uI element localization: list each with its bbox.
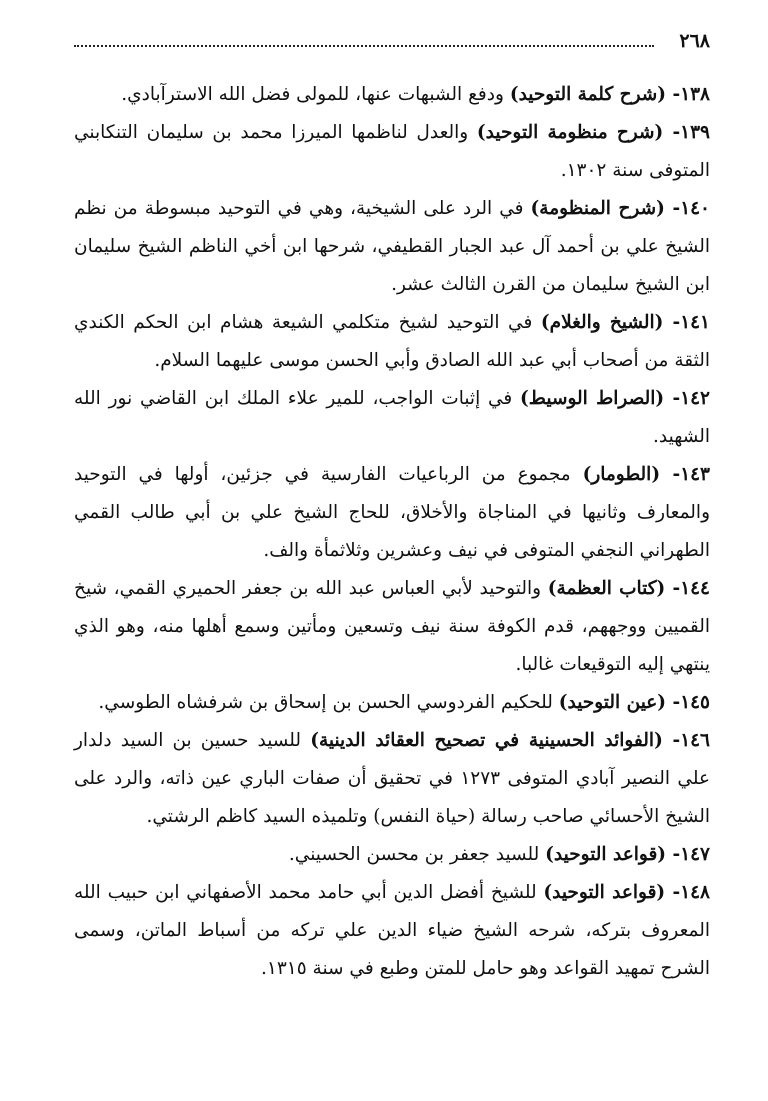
entry-number: ١٤٥-: [666, 692, 710, 713]
entry-body: للسيد حسين بن السيد دلدار علي النصير آبادي المتوفى ١٢٧٣ في تحقيق أن صفات الباري عين ذاته، والرد على الشيخ الأحسائي صاحب رسالة (حياة النفس) وتلميذه السيد كاظم الرشتي.: [74, 730, 710, 827]
entry-title: (عين التوحيد): [558, 692, 667, 713]
entry-number: ١٣٩-: [663, 122, 710, 143]
entry-title: (شرح منظومة التوحيد): [476, 122, 664, 143]
entry-title: (الشيخ والغلام): [540, 312, 664, 333]
list-item: [74, 874, 710, 988]
entry-number: ١٤٠-: [664, 198, 710, 219]
entry-body: في التوحيد لشيخ متكلمي الشيعة هشام ابن الحكم الكندي الثقة من أصحاب أبي عبد الله الصادق وأبي الحسن موسى عليهما السلام.: [74, 312, 710, 371]
list-item: [74, 456, 710, 570]
list-item: [74, 570, 710, 684]
entry-body: في إثبات الواجب، للمير علاء الملك ابن القاضي نور الله الشهيد.: [74, 388, 710, 447]
entry-list: [74, 76, 710, 988]
entry-number: ١٤٢-: [664, 388, 710, 409]
book-page: [74, 28, 710, 988]
header-dotted-rule: [74, 45, 654, 47]
entry-title: (كتاب العظمة): [547, 578, 666, 599]
list-item: [74, 190, 710, 304]
entry-number: ١٤٤-: [665, 578, 710, 599]
entry-number: ١٤٨-: [665, 882, 710, 903]
entry-body: في الرد على الشيخية، وهي في التوحيد مبسوطة من نظم الشيخ علي بن أحمد آل عبد الجبار القطيفي، شرحها ابن أخي الناظم الشيخ سليمان ابن الشيخ سليمان من القرن الثالث عشر.: [74, 198, 710, 295]
entry-body: للحكيم الفردوسي الحسن بن إسحاق بن شرفشاه الطوسي.: [98, 692, 559, 713]
page-number: ٢٦٨: [679, 30, 710, 52]
entry-number: ١٤٦-: [662, 730, 710, 751]
entry-title: (الصراط الوسيط): [520, 388, 665, 409]
list-item: [74, 76, 710, 114]
entry-body: والتوحيد لأبي العباس عبد الله بن جعفر الحميري القمي، شيخ القميين ووجههم، قدم الكوفة سنة نيف وتسعين ومأتين وسمع أهلها منه، وهو الذي ينتهي إليه التوقيعات غالبا.: [74, 578, 710, 675]
page-header: [74, 28, 710, 58]
entry-body: والعدل لناظمها الميرزا محمد بن سليمان التنكابني المتوفى سنة ١٣٠٢.: [74, 122, 710, 181]
entry-title: (قواعد التوحيد): [545, 844, 667, 865]
entry-body: مجموع من الرباعيات الفارسية في جزئين، أولها في التوحيد والمعارف وثانيها في المناجاة والأخلاق، للحاج الشيخ علي بن أبي طالب القمي الطهراني النجفي المتوفى في نيف وعشرين وثلاثمأة والف.: [74, 464, 710, 561]
list-item: [74, 684, 710, 722]
entry-title: (شرح المنظومة): [530, 198, 665, 219]
entry-body: للشيخ أفضل الدين أبي حامد محمد الأصفهاني ابن حبيب الله المعروف بتركه، شرحه الشيخ ضياء الدين علي تركه من أسباط الماتن، وسمى الشرح تمهيد القواعد وهو حامل للمتن وطبع في سنة ١٣١٥.: [74, 882, 710, 979]
list-item: [74, 836, 710, 874]
list-item: [74, 304, 710, 380]
entry-number: ١٤١-: [663, 312, 710, 333]
list-item: [74, 380, 710, 456]
entry-number: ١٤٧-: [666, 844, 710, 865]
entry-body: للسيد جعفر بن محسن الحسيني.: [288, 844, 546, 865]
list-item: [74, 722, 710, 836]
entry-title: (الطومار): [582, 464, 661, 485]
entry-title: (شرح كلمة التوحيد): [509, 84, 667, 105]
entry-body: ودفع الشبهات عنها، للمولى فضل الله الاسترآبادي.: [121, 84, 510, 105]
entry-title: (قواعد التوحيد): [543, 882, 666, 903]
list-item: [74, 114, 710, 190]
entry-title: (الفوائد الحسينية في تصحيح العقائد الدينية): [310, 730, 663, 751]
entry-number: ١٤٣-: [660, 464, 710, 485]
entry-number: ١٣٨-: [666, 84, 710, 105]
